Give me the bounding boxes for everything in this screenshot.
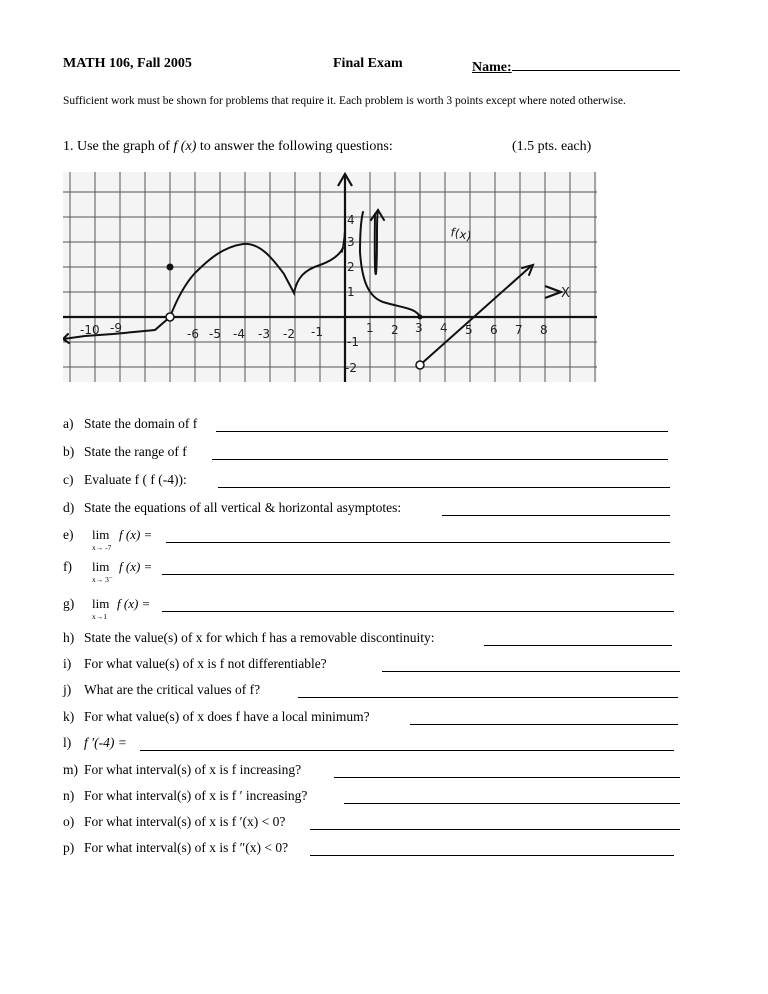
- question-n: [63, 788, 307, 806]
- x-tick-label: 6: [490, 323, 498, 337]
- x-tick-label: -1: [311, 325, 323, 339]
- question-text: State the value(s) of x for which f has a removable discontinuity:: [84, 630, 435, 645]
- x-tick-label: 8: [540, 323, 548, 337]
- answer-line-h[interactable]: [484, 644, 672, 646]
- question-text: For what interval(s) of x is f increasing?: [84, 762, 302, 777]
- question-g: [63, 596, 84, 614]
- problem-1-points: (1.5 pts. each): [512, 139, 592, 154]
- y-tick-label: -2: [345, 361, 357, 375]
- question-l: [63, 735, 127, 753]
- question-label: b): [63, 444, 75, 459]
- question-text: For what interval(s) of x is f ″(x) < 0?: [84, 840, 289, 855]
- answer-line-g[interactable]: [162, 610, 674, 612]
- lim-word: lim: [92, 596, 110, 611]
- question-b: [63, 444, 187, 462]
- answer-line-d[interactable]: [442, 514, 670, 516]
- question-label: a): [63, 416, 74, 431]
- question-m: [63, 762, 301, 780]
- question-text: What are the critical values of f?: [84, 682, 261, 697]
- question-label: o): [63, 814, 75, 829]
- y-tick-label: 2: [347, 260, 355, 274]
- name-label: Name:: [472, 60, 512, 75]
- function-graph: [63, 172, 597, 382]
- y-tick-label: 4: [347, 213, 355, 227]
- lim-subscript: x→ -7: [92, 543, 112, 552]
- question-label: m): [63, 762, 78, 777]
- graph-paper: [63, 172, 597, 382]
- answer-line-c[interactable]: [218, 486, 670, 488]
- open-point-left: [166, 313, 174, 321]
- x-tick-label: -3: [258, 327, 270, 341]
- answer-line-n[interactable]: [344, 802, 680, 804]
- question-text: For what value(s) of x does f have a local minimum?: [84, 709, 370, 724]
- answer-line-l[interactable]: [140, 749, 674, 751]
- answer-line-p[interactable]: [310, 854, 674, 856]
- question-label: g): [63, 596, 75, 611]
- problem-1-fn: f (x): [173, 139, 197, 154]
- answer-line-i[interactable]: [382, 670, 680, 672]
- answer-line-e[interactable]: [166, 541, 670, 543]
- x-tick-label: -4: [233, 327, 245, 341]
- limit-f: [92, 559, 113, 584]
- answer-line-k[interactable]: [410, 723, 678, 725]
- x-tick-label: -5: [209, 327, 221, 341]
- x-tick-label: -6: [187, 327, 199, 341]
- question-text: Evaluate f ( f (-4)):: [84, 472, 187, 487]
- question-j: [63, 682, 260, 700]
- question-o: [63, 814, 285, 832]
- x-tick-label: 3: [415, 321, 423, 335]
- question-text: State the domain of f: [84, 416, 198, 431]
- limit-g: [92, 596, 110, 621]
- instructions: Sufficient work must be shown for problems that require it. Each problem is worth 3 points except where noted otherwise.: [63, 95, 626, 107]
- curve-label: f(x): [449, 225, 473, 244]
- x-tick-label: -2: [283, 327, 295, 341]
- question-c: [63, 472, 187, 490]
- question-a: [63, 416, 197, 434]
- question-label: n): [63, 788, 75, 803]
- question-label: f): [63, 559, 72, 574]
- answer-line-a[interactable]: [216, 430, 668, 432]
- question-label: h): [63, 630, 75, 645]
- question-i: [63, 656, 327, 674]
- question-f: [63, 559, 84, 577]
- question-d: [63, 500, 401, 518]
- question-text: f ′(-4) =: [84, 735, 127, 750]
- closed-point: [167, 264, 174, 271]
- y-tick-label: -1: [347, 335, 359, 349]
- x-tick-label: -9: [110, 321, 122, 335]
- x-tick-label: 1: [366, 321, 374, 335]
- x-tick-label: 4: [440, 321, 448, 335]
- question-label: j): [63, 682, 72, 697]
- lim-subscript: x→ 3⁻: [92, 575, 113, 584]
- y-tick-label: 3: [347, 235, 355, 249]
- answer-line-f[interactable]: [162, 573, 674, 575]
- question-h: [63, 630, 435, 648]
- question-p: [63, 840, 288, 858]
- name-blank[interactable]: [512, 56, 680, 71]
- lim-word: lim: [92, 527, 110, 542]
- question-label: p): [63, 840, 75, 855]
- x-tick-label: 5: [465, 323, 473, 337]
- question-label: d): [63, 500, 75, 515]
- x-tick-label: -10: [80, 323, 100, 337]
- question-e: [63, 527, 84, 545]
- question-text: State the range of f: [84, 444, 187, 459]
- problem-1-prompt: [63, 139, 393, 155]
- question-text: For what interval(s) of x is f ′ increasing?: [84, 788, 308, 803]
- limit-f-expr: f (x) =: [119, 559, 153, 574]
- course-title: MATH 106, Fall 2005: [63, 56, 192, 71]
- closed-point-axis: [418, 315, 423, 320]
- question-label: e): [63, 527, 74, 542]
- answer-line-j[interactable]: [298, 696, 678, 698]
- question-label: c): [63, 472, 74, 487]
- problem-1-prefix: 1. Use the graph of: [63, 139, 174, 154]
- lim-word: lim: [92, 559, 110, 574]
- question-text: State the equations of all vertical & horizontal asymptotes:: [84, 500, 402, 515]
- question-label: l): [63, 735, 72, 750]
- exam-title: Final Exam: [333, 56, 403, 71]
- question-text: For what interval(s) of x is f ′(x) < 0?: [84, 814, 286, 829]
- question-k: [63, 709, 370, 727]
- limit-e-expr: f (x) =: [119, 527, 153, 542]
- name-field[interactable]: [472, 56, 680, 76]
- lim-subscript: x→1: [92, 612, 107, 621]
- y-tick-label: 1: [347, 285, 355, 299]
- limit-e: [92, 527, 112, 552]
- question-label: i): [63, 656, 72, 671]
- question-text: For what value(s) of x is f not differentiable?: [84, 656, 327, 671]
- answer-line-m[interactable]: [334, 776, 680, 778]
- answer-line-b[interactable]: [212, 458, 668, 460]
- x-tick-label: 2: [391, 323, 399, 337]
- x-tick-label: 7: [515, 323, 523, 337]
- question-label: k): [63, 709, 75, 724]
- limit-g-expr: f (x) =: [117, 596, 151, 611]
- problem-1-suffix: to answer the following questions:: [196, 139, 393, 154]
- answer-line-o[interactable]: [310, 828, 680, 830]
- x-axis-label: X: [561, 286, 570, 301]
- open-point-right: [416, 361, 424, 369]
